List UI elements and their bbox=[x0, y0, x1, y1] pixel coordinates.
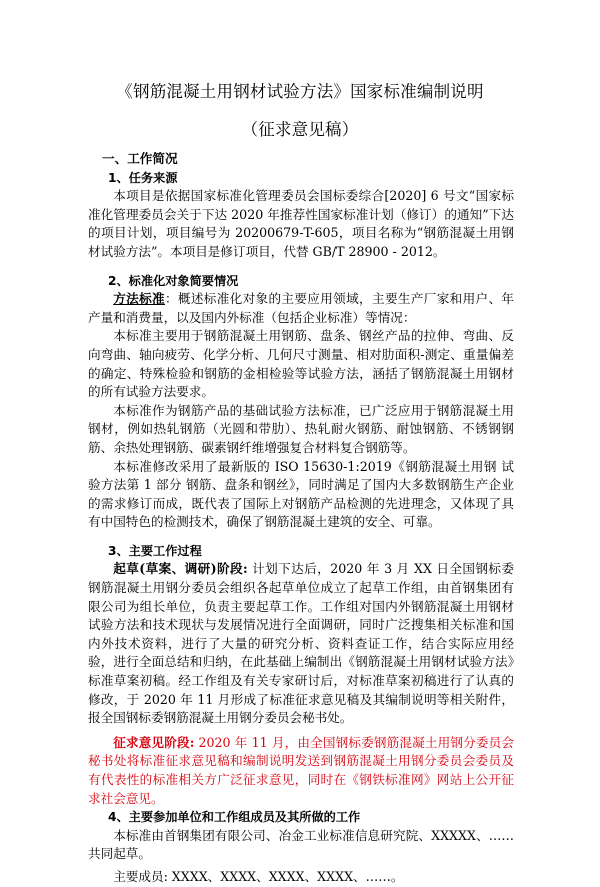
consultation-stage-text: 2020 年 11 月，由全国钢标委钢筋混凝土用钢分委员会秘书处将标准征求意见稿和编制说明发送到钢筋混凝土用钢分委员会委员及有代表性的标准相关方广泛征求意见，同时在《钢铁标准网》网站上公开征求社会意见。 bbox=[88, 734, 514, 806]
drafting-stage-paragraph bbox=[88, 560, 514, 727]
task-source-paragraph: 本项目是依据国家标准化管理委员会国标委综合[2020] 6 号文“国家标准化管理委员会关于下达 2020 年推荐性国家标准计划（修订）的通知”下达的项目计划，项目编号为 20200679-T-605，项目名称为“钢筋混凝土用钢材试验方法”。本项目是修订项目，代替 GB/T 28900 - 2012。 bbox=[88, 188, 514, 259]
drafting-stage-text: 计划下达后，2020 年 3 月 XX 日全国钢标委钢筋混凝土用钢分委员会组织各起草单位成立了起草工作组，由首钢集团有限公司为组长单位，负责主要起草工作。工作组对国内外钢筋混凝土用钢材试验方法和技术现状与发展情况进行全面调研，同时广泛搜集相关标准和国内外技术资料，进行了大量的研究分析、资料查证工作，结合实际应用经验，进行全面总结和归纳，在此基础上编制出《钢筋混凝土用钢材试验方法》标准草案初稿。经工作组及有关专家研讨后，对标准草案初稿进行了认真的修改，于 2020 年 11 月形成了标准征求意见稿及其编制说明等相关附件，报全国钢标委钢筋混凝土用钢分委员会秘书处。 bbox=[88, 561, 515, 726]
method-standard-label: 方法标准 bbox=[113, 291, 165, 307]
subsection-heading-work-process: 3、主要工作过程 bbox=[108, 543, 202, 558]
consultation-stage-paragraph bbox=[88, 734, 514, 808]
section-heading-work-overview: 一、工作简况 bbox=[102, 151, 178, 166]
drafting-stage-label: 起草(草案、调研)阶段: bbox=[113, 561, 248, 577]
participants-paragraph: 本标准由首钢集团有限公司、冶金工业标准信息研究院、XXXXX、……共同起草。 bbox=[88, 827, 514, 862]
subsection-heading-task-source: 1、任务来源 bbox=[108, 170, 178, 185]
main-members-line: 主要成员: XXXX、XXXX、XXXX、XXXX、……。 bbox=[113, 868, 404, 884]
document-subtitle: （征求意见稿） bbox=[241, 120, 359, 139]
method-standard-text: ：概述标准化对象的主要应用领域，主要生产厂家和用户、年产量和消费量，以及国内外标准（包括企业标准）等情况： bbox=[88, 291, 515, 325]
consultation-stage-label: 征求意见阶段: bbox=[113, 734, 195, 750]
method-standard-paragraph bbox=[88, 290, 514, 327]
document-body bbox=[88, 150, 514, 887]
scope-paragraph-2: 本标准作为钢筋产品的基础试验方法标准，已广泛应用于钢筋混凝土用钢材，例如热轧钢筋（光圆和带肋）、热轧耐火钢筋、耐蚀钢筋、不锈钢钢筋、余热处理钢筋、碳素钢纤维增强复合材料复合钢筋等。 bbox=[88, 402, 514, 455]
subsection-heading-participants: 4、主要参加单位和工作组成员及其所做的工作 bbox=[108, 810, 361, 825]
scope-paragraph-3: 本标准修改采用了最新版的 ISO 15630-1:2019《钢筋混凝土用钢 试验方法第 1 部分 钢筋、盘条和钢丝》，同时满足了国内大多数钢筋生产企业的需求修订而成，既代表了国际上对钢筋产品检测的先进理念，又体现了具有中国特色的检测技术，确保了钢筋混凝土建筑的安全、可靠。 bbox=[88, 458, 514, 530]
scope-paragraph-1: 本标准主要用于钢筋混凝土用钢筋、盘条、钢丝产品的拉伸、弯曲、反向弯曲、轴向疲劳、化学分析、几何尺寸测量、相对肋面积-测定、重量偏差的确定、特殊检验和钢筋的金相检验等试验方法，涵括了钢筋混凝土用钢材的所有试验方法要求。 bbox=[88, 328, 514, 400]
document-title: 《钢筋混凝土用钢材试验方法》国家标准编制说明 bbox=[116, 82, 484, 101]
subsection-heading-standard-object: 2、标准化对象简要情况 bbox=[108, 273, 239, 288]
